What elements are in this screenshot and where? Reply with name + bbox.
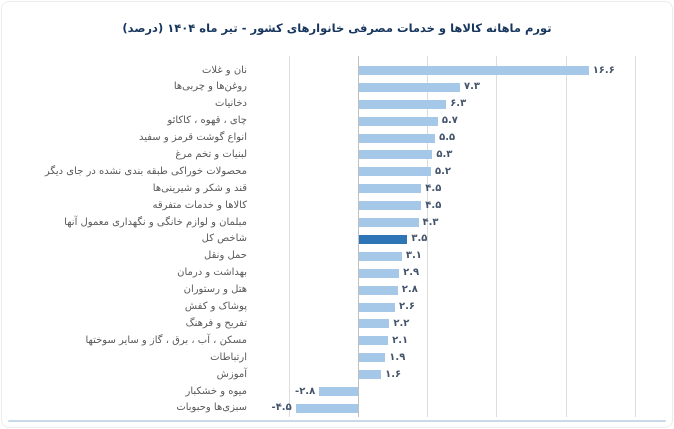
bar bbox=[359, 117, 438, 126]
bar bbox=[319, 387, 358, 396]
category-label: قند و شکر و شیرینی‌ها bbox=[152, 182, 247, 194]
bar bbox=[359, 353, 385, 362]
category-label: ارتباطات bbox=[210, 351, 247, 363]
gridline bbox=[496, 56, 497, 417]
category-label: انواع گوشت قرمز و سفید bbox=[138, 132, 247, 143]
category-label: محصولات خوراکی طبقه بندی نشده در جای دیگر bbox=[44, 165, 247, 177]
value-label: ۵.۳ bbox=[436, 148, 453, 160]
value-label: ۲.۲ bbox=[393, 317, 410, 329]
bar bbox=[359, 167, 431, 176]
value-label: ۵.۲ bbox=[435, 165, 452, 177]
bar bbox=[359, 66, 589, 75]
bottom-border-line bbox=[8, 420, 666, 422]
category-label: روغن‌ها و چربی‌ها bbox=[173, 81, 247, 93]
value-label: -۲.۸ bbox=[295, 385, 316, 397]
bar bbox=[359, 252, 402, 261]
category-label: هتل و رستوران bbox=[183, 284, 247, 296]
value-label: ۶.۳ bbox=[450, 98, 467, 110]
value-label: -۴.۵ bbox=[271, 402, 292, 414]
category-label: حمل ونقل bbox=[204, 250, 247, 262]
value-label: ۱.۹ bbox=[389, 351, 406, 363]
bar bbox=[359, 150, 432, 159]
category-label: کالاها و خدمات متفرقه bbox=[152, 199, 247, 211]
category-label: دخانیات bbox=[215, 98, 247, 110]
value-label: ۵.۷ bbox=[441, 115, 458, 127]
category-label: بهداشت و درمان bbox=[177, 267, 247, 279]
value-label: ۵.۵ bbox=[439, 132, 456, 143]
bar bbox=[359, 286, 398, 295]
bar bbox=[359, 303, 395, 312]
category-label: چای ، قهوه ، کاکائو bbox=[167, 115, 247, 127]
bar bbox=[359, 319, 389, 328]
category-label: نان و غلات bbox=[202, 64, 247, 76]
category-label: شاخص کل bbox=[201, 233, 247, 245]
category-label: مسکن ، آب ، برق ، گاز و سایر سوختها bbox=[85, 334, 247, 346]
category-label: لبنیات و تخم مرغ bbox=[175, 148, 247, 160]
gridline bbox=[566, 56, 567, 417]
value-label: ۲.۱ bbox=[392, 334, 409, 346]
bar bbox=[359, 269, 399, 278]
category-label: آموزش bbox=[216, 368, 247, 380]
bar bbox=[359, 184, 421, 193]
value-label: ۷.۳ bbox=[464, 81, 481, 93]
value-label: ۴.۵ bbox=[425, 199, 442, 211]
bar bbox=[359, 100, 446, 109]
value-label: ۲.۶ bbox=[399, 301, 416, 312]
bar bbox=[359, 370, 381, 379]
value-label: ۴.۳ bbox=[422, 216, 439, 228]
bar-highlight bbox=[359, 235, 407, 244]
gridline bbox=[635, 56, 636, 417]
bar bbox=[296, 404, 358, 413]
bar bbox=[359, 218, 419, 227]
category-label: میوه و خشکبار bbox=[185, 385, 247, 397]
value-label: ۱.۶ bbox=[385, 368, 402, 380]
category-label: مبلمان و لوازم خانگی و نگهداری معمول آنها bbox=[64, 216, 247, 228]
gridline bbox=[289, 56, 290, 417]
category-label: پوشاک و کفش bbox=[184, 301, 247, 312]
bar bbox=[359, 201, 421, 210]
value-label: ۳.۱ bbox=[405, 250, 422, 262]
bar bbox=[359, 336, 388, 345]
chart-title: تورم ماهانه کالاها و خدمات مصرفی خانوارهای کشور - تیر ماه ۱۴۰۴ (درصد) bbox=[122, 21, 552, 35]
value-label: ۳.۵ bbox=[411, 233, 428, 245]
value-label: ۴.۵ bbox=[425, 182, 442, 194]
bar bbox=[359, 134, 435, 143]
category-label: تفریح و فرهنگ bbox=[185, 317, 247, 329]
value-label: ۱۶.۶ bbox=[592, 64, 615, 76]
category-label: سبزی‌ها وحبوبات bbox=[176, 402, 247, 414]
value-label: ۲.۹ bbox=[403, 267, 420, 279]
bar bbox=[359, 83, 460, 92]
value-label: ۲.۸ bbox=[401, 284, 418, 296]
